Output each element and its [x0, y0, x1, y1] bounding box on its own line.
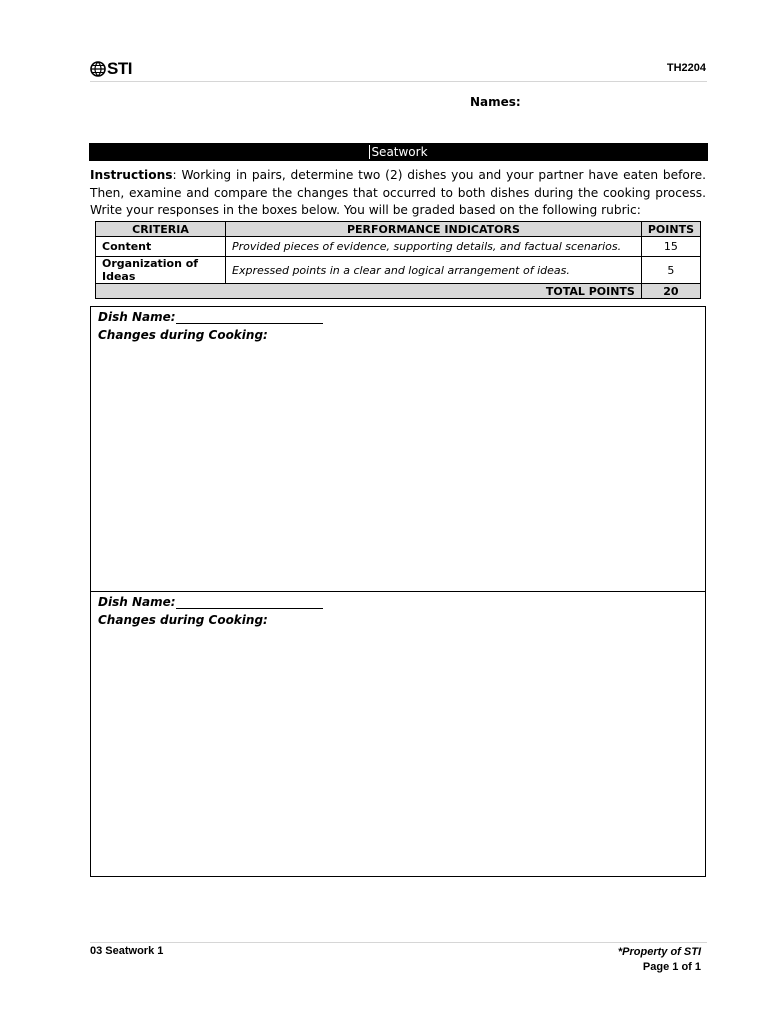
globe-icon [90, 61, 106, 77]
rubric-table [95, 221, 701, 299]
dish-name-blank[interactable] [176, 310, 323, 324]
rubric-total-points: 20 [641, 284, 700, 299]
logo-text: STI [107, 59, 132, 78]
names-label: Names: [470, 95, 521, 109]
rubric-header-indicators: PERFORMANCE INDICATORS [226, 222, 642, 237]
rubric-total-label: TOTAL POINTS [96, 284, 642, 299]
instructions-lead: Instructions [90, 168, 173, 182]
property-notice: *Property of STI [617, 946, 701, 958]
dish-name-blank[interactable] [176, 595, 323, 609]
changes-label: Changes during Cooking: [98, 613, 268, 627]
page-number: Page 1 of 1 [642, 961, 701, 973]
rubric-total-row [96, 284, 701, 299]
instructions-paragraph [90, 167, 706, 220]
rubric-header-criteria: CRITERIA [96, 222, 226, 237]
rubric-indicator: Provided pieces of evidence, supporting details, and factual scenarios. [226, 237, 642, 257]
dish-name-label: Dish Name: [98, 310, 176, 324]
footer-divider [90, 942, 707, 943]
dish-name-field[interactable] [98, 595, 323, 609]
dish-name-field[interactable] [98, 310, 323, 324]
instructions-body: : Working in pairs, determine two (2) dishes you and your partner have eaten before. Then, examine and compare the changes that occurred to both dishes during the cooking process. Write your responses in the boxes below. You will be graded based on the following rubric: [90, 168, 706, 218]
header-divider [90, 81, 707, 82]
document-code: TH2204 [666, 62, 706, 74]
rubric-header-points: POINTS [641, 222, 700, 237]
answer-box-2[interactable] [90, 591, 706, 877]
seatwork-title-bar [89, 143, 708, 161]
rubric-criteria: Content [96, 237, 226, 257]
rubric-points: 15 [641, 237, 700, 257]
rubric-row [96, 237, 701, 257]
footer-right [618, 945, 701, 975]
page-title: Seatwork [371, 145, 428, 159]
footer-doc-name: 03 Seatwork 1 [90, 945, 164, 957]
rubric-criteria: Organization of Ideas [96, 257, 226, 284]
answer-box-1[interactable] [90, 306, 706, 592]
sti-logo [90, 59, 132, 79]
rubric-header-row [96, 222, 701, 237]
dish-name-label: Dish Name: [98, 595, 176, 609]
rubric-points: 5 [641, 257, 700, 284]
changes-label: Changes during Cooking: [98, 328, 268, 342]
rubric-row [96, 257, 701, 284]
rubric-indicator: Expressed points in a clear and logical arrangement of ideas. [226, 257, 642, 284]
